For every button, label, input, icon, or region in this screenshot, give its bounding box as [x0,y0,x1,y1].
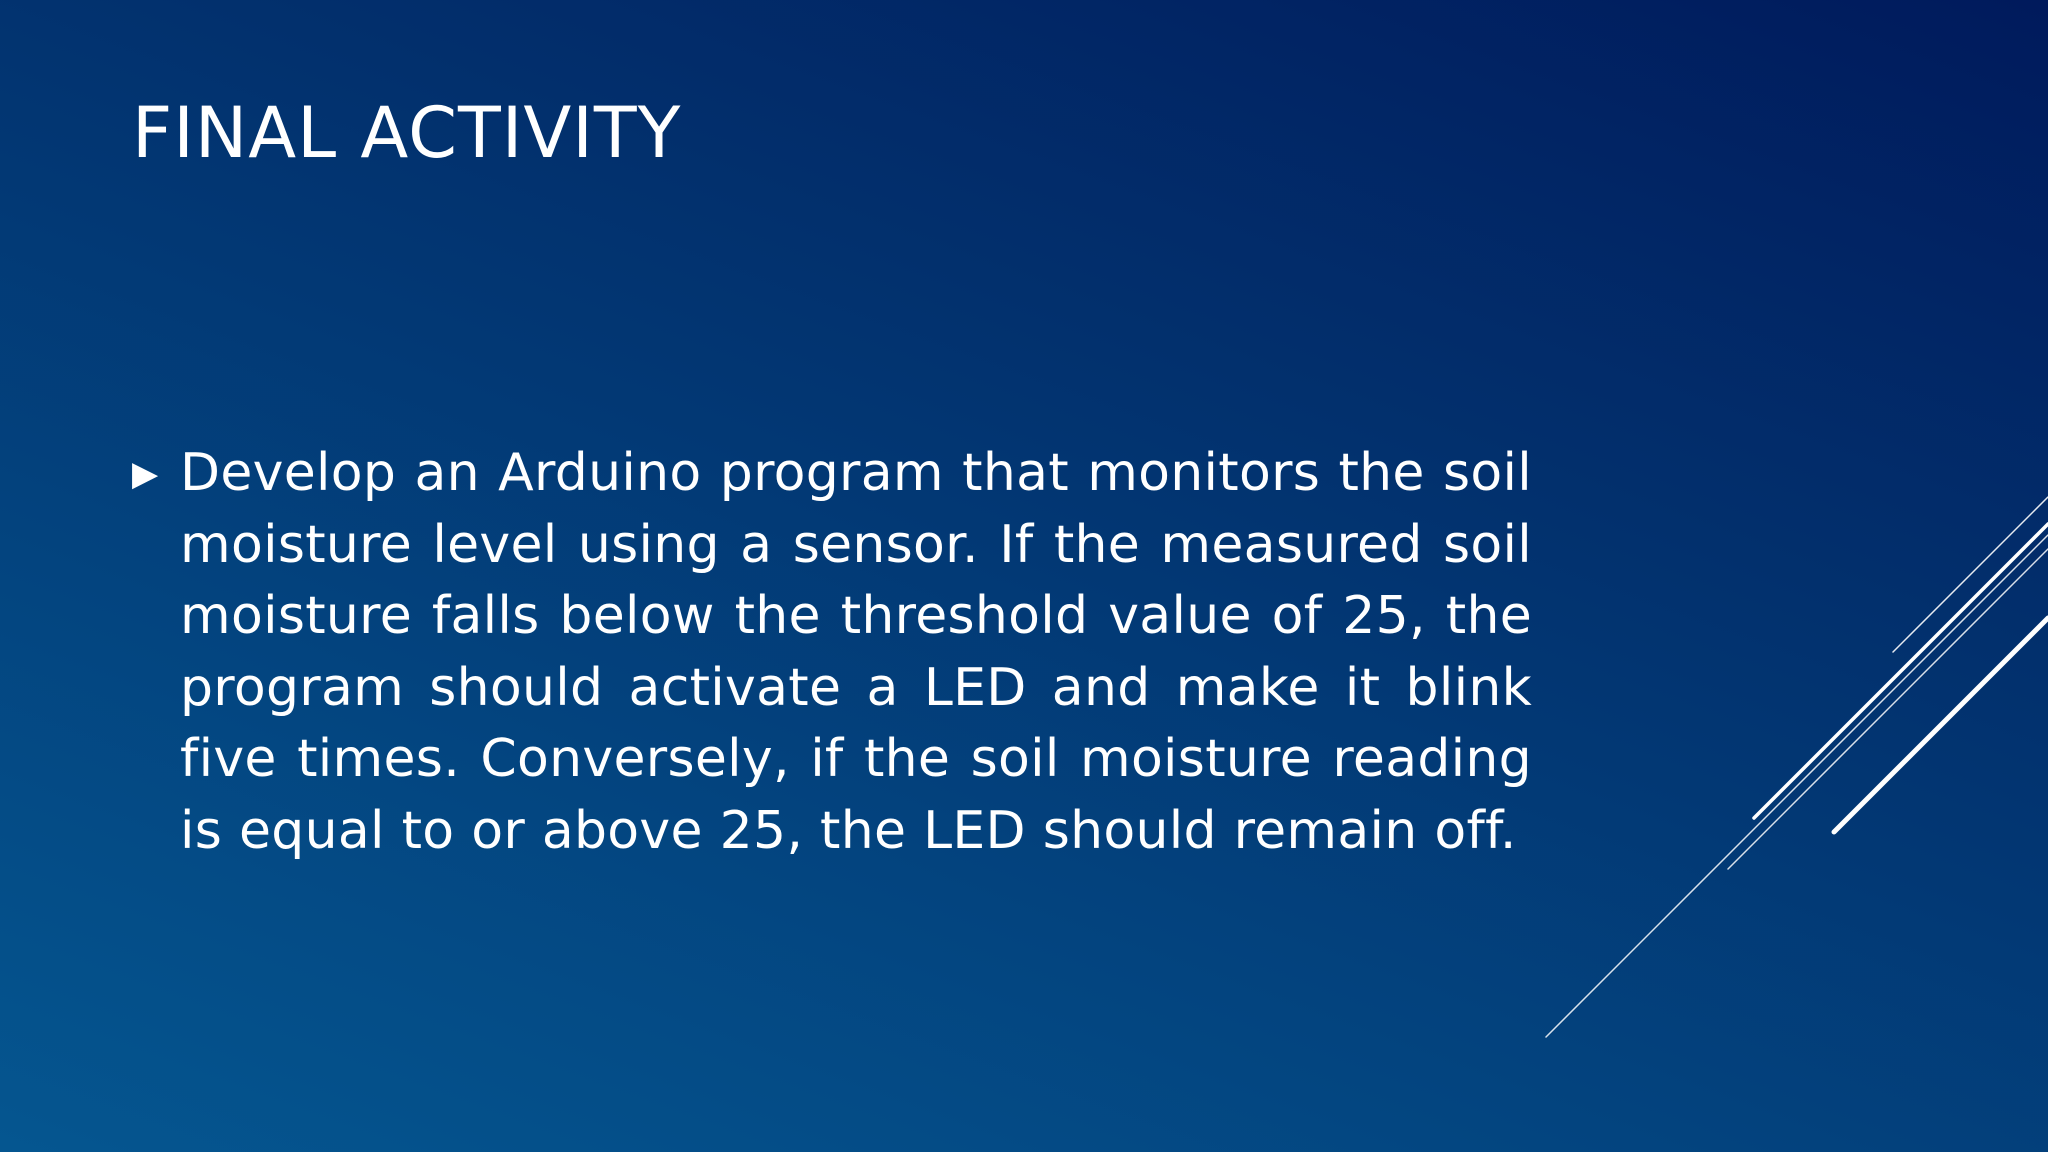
triangle-bullet-icon: ▶ [132,454,159,494]
slide-title: FINAL ACTIVITY [132,92,682,174]
bullet-list [132,438,1532,867]
bullet-item [132,438,1532,867]
deco-line-long-thin [1546,535,2048,1037]
bullet-text: Develop an Arduino program that monitors the soil moisture level using a sensor. If the measured soil moisture falls below the threshold value of 25, the program should activate a LED and make it blink five times. Conversely, if the soil moisture reading is equal to or above 25, the LED should remain off. [180,443,1532,861]
deco-line-mid-thin [1728,549,2048,869]
deco-line-lower-thick [1834,618,2048,832]
deco-line-mid-thick [1754,524,2048,818]
deco-line-upper-thin [1893,497,2048,652]
